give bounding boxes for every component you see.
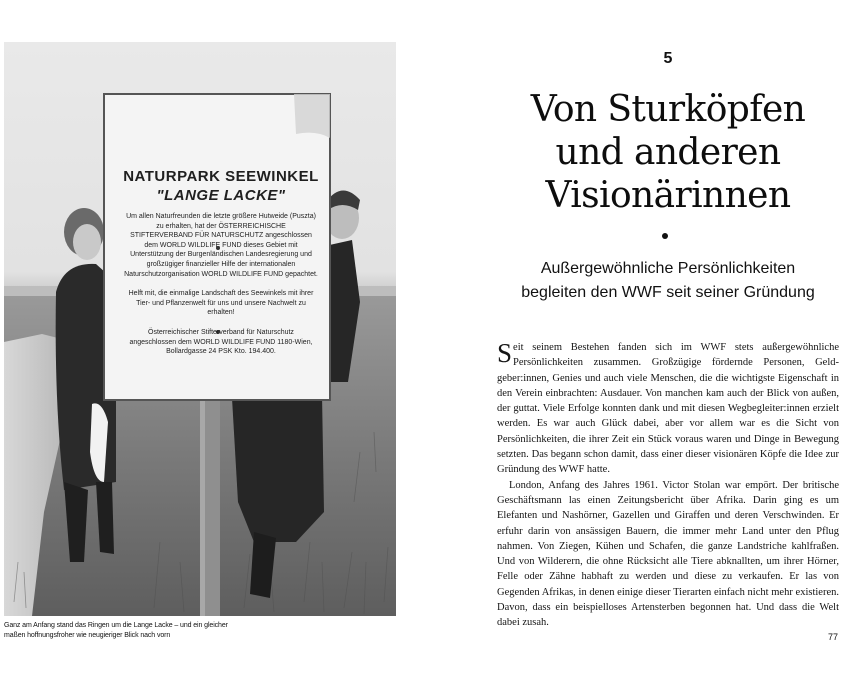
chapter-number: 5: [663, 50, 673, 67]
chapter-title-line: und anderen: [555, 132, 781, 173]
caption-line: maßen hoffnungsfroher wie neugieriger Blick nach vorn: [4, 632, 171, 639]
subtitle-line: begleiten den WWF seit seiner Gründung: [521, 284, 815, 301]
photo-caption: [4, 621, 396, 641]
black-and-white-photo: [4, 42, 396, 616]
drop-cap: S: [497, 338, 513, 368]
page-number: 77: [828, 632, 839, 642]
sign-paragraph: Um allen Naturfreunden die letzte größere Hutweide (Puszta) zu erhalten, hat der ÖSTERREICHISCHE STIFTERVERBAND FÜR NATURSCHUTZ angeschlossen dem WORLD WILDLIFE FUND dieses Gebiet mit Unterstützung der Burgenländischen Landesregierung und großzügiger finanzieller Hilfe der internationalen Naturschutzorganisation WORLD WILDLIFE FUND gepachtet.: [124, 213, 318, 278]
sign-paragraph: Österreichischer Stifterverband für Naturschutz angeschlossen dem WORLD WILDLIFE FUND 1180-Wien, Bollardgasse 24 PSK Kto. 194.400.: [129, 328, 313, 356]
paragraph-text: eit seinem Bestehen fanden sich im WWF stets außergewöhnliche Persönlichkeiten zusammen. Großzügige fördernde Personen, Geldgeber:innen, Genies und auch viele Menschen, die die wichtigste Eigenschaft in den Verein einbrachten: Ausdauer. Von manchen kam auch der Blick von außen, der guttat. Viele Erfolge konnten dank und mit diesen Wegbegleiter:innen erzielt werden. Es war auch Glück dabei, aber vor allem war es die Sicht von Persönlichkeiten, die ihrer Zeit ein Stück voraus waren und Dinge in Bewegung setzten. Das begann schon damit, dass einer dieser visionären Köpfe die Idee zur Gründung des WWF hatte.: [497, 342, 839, 476]
sign-subtitle: "LANGE LACKE": [156, 187, 286, 204]
ornament-dot: [662, 233, 668, 239]
body-text: [497, 340, 839, 631]
chapter-subtitle: [490, 257, 846, 305]
sign-paragraph: Helft mit, die einmalige Landschaft des Seewinkels mit ihrer Tier- und Pflanzenwelt für uns und unsere Nachwelt zu erhalten!: [128, 290, 314, 317]
sign-text: [110, 138, 332, 357]
sign-damage: [294, 94, 330, 138]
chapter-title-line: Visionärinnen: [545, 175, 791, 216]
caption-line: Ganz am Anfang stand das Ringen um die Lange Lacke – und ein gleicher: [4, 622, 228, 629]
body-paragraph: London, Anfang des Jahres 1961. Victor Stolan war empört. Der britische Geschäftsmann las einen Zeitungsbericht über Afrika. Darin ging es um Elefanten und Nashörner, Gazellen und Giraffen und deren Verschwinden. Er erfuhr darin von ansässigen Bauern, die immer mehr Land unter den Pflug nahmen. Von Ziegen, Kühen und Schafen, die ganze Landstriche kahlfraßen. Und von Wilderern, die ohne Rücksicht alle Tiere abknallten, um ihrer Hörner, Felle oder Zähne habhaft zu werden und diese zu verkaufen. Er las von Gegenden Afrikas, in denen einige dieser Tierarten einfach nicht mehr existieren. Davon, dass ein beispielloses Artensterben begonnen hat. Und dass die Welt dabei zusah.: [497, 479, 839, 629]
body-paragraph: [497, 340, 839, 478]
sign-title: NATURPARK SEEWINKEL: [123, 168, 319, 185]
subtitle-line: Außergewöhnliche Persönlichkeiten: [540, 260, 796, 277]
chapter-title: [500, 88, 836, 217]
chapter-title-line: Von Sturköpfen: [530, 89, 806, 130]
